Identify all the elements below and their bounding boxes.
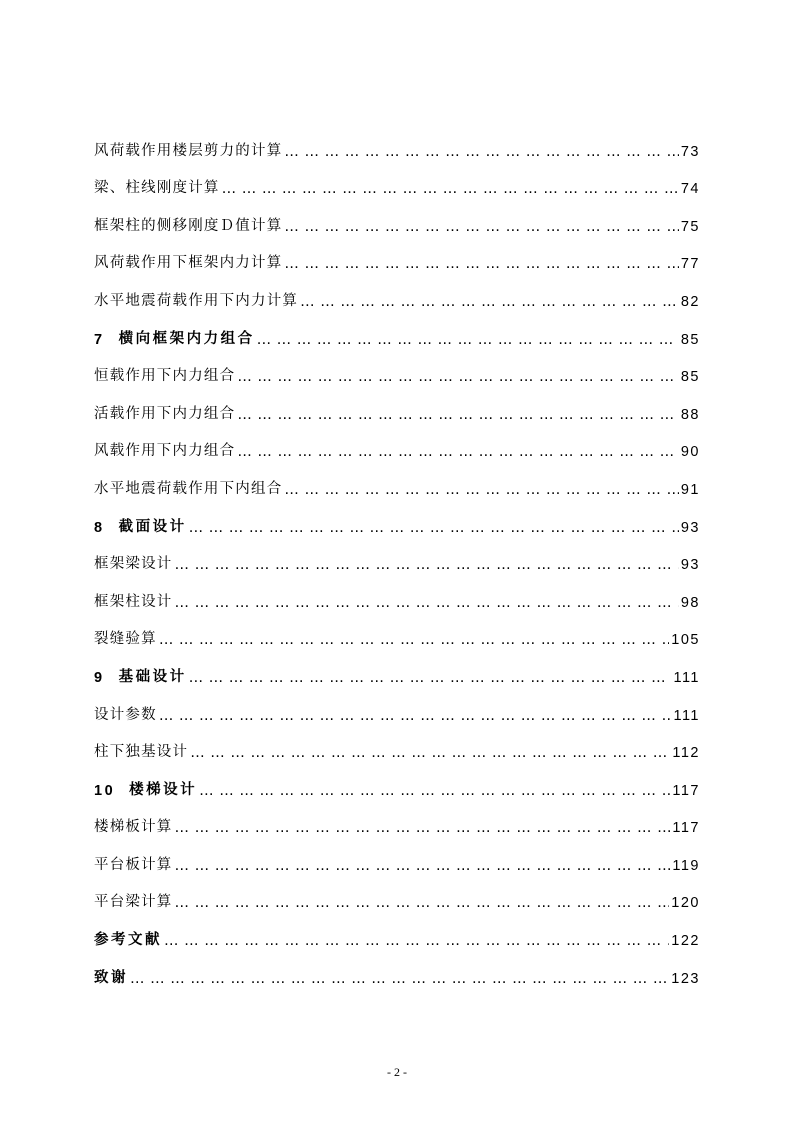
toc-entry-title: 水平地震荷载作用下内组合 xyxy=(94,480,283,497)
toc-dot-leader xyxy=(189,520,679,536)
toc-dot-leader xyxy=(284,256,678,272)
toc-dot-leader xyxy=(190,745,670,761)
toc-entry[interactable] xyxy=(94,724,700,762)
toc-entry-title: 楼梯板计算 xyxy=(94,819,173,836)
toc-dot-leader xyxy=(175,557,679,573)
toc-dot-leader xyxy=(189,670,672,686)
toc-entry-title: 恒载作用下内力组合 xyxy=(94,368,236,385)
toc-page-number: 90 xyxy=(680,444,700,461)
toc-entry-title: 柱下独基设计 xyxy=(94,744,189,761)
toc-section-heading[interactable] xyxy=(94,648,700,686)
toc-dot-leader xyxy=(175,895,670,911)
toc-entry[interactable] xyxy=(94,235,700,273)
toc-dot-leader xyxy=(284,144,678,160)
toc-entry[interactable] xyxy=(94,836,700,874)
toc-entry[interactable] xyxy=(94,385,700,423)
toc-section-heading[interactable] xyxy=(94,911,700,949)
toc-entry-title: 参考文献 xyxy=(94,932,162,949)
toc-entry-title: 风荷载作用下框架内力计算 xyxy=(94,255,283,272)
toc-dot-leader xyxy=(284,482,678,498)
page-number: - 2 - xyxy=(387,1065,407,1079)
toc-page-number: 93 xyxy=(680,557,700,574)
toc-page-number: 105 xyxy=(671,632,700,649)
toc-page-number: 117 xyxy=(672,782,700,799)
toc-entry[interactable] xyxy=(94,423,700,461)
toc-page-number: 117 xyxy=(672,820,700,837)
toc-dot-leader xyxy=(222,181,679,197)
toc-entry-title: 设计参数 xyxy=(94,706,157,723)
toc-entry-title: 平台梁计算 xyxy=(94,894,173,911)
toc-dot-leader xyxy=(257,332,679,348)
toc-dot-leader xyxy=(175,820,671,836)
toc-entry-title: 裂缝验算 xyxy=(94,631,157,648)
toc-entry-title: 框架梁设计 xyxy=(94,556,173,573)
toc-entry[interactable] xyxy=(94,160,700,198)
toc-entry[interactable] xyxy=(94,573,700,611)
toc-section-heading[interactable] xyxy=(94,761,700,799)
toc-section-heading[interactable] xyxy=(94,949,700,987)
toc-dot-leader xyxy=(237,369,679,385)
toc-entry-title: 框架柱设计 xyxy=(94,593,173,610)
toc-dot-leader xyxy=(159,708,672,724)
toc-entry[interactable] xyxy=(94,611,700,649)
toc-page-number: 88 xyxy=(680,406,700,423)
toc-entry-title: 截面设计 xyxy=(118,518,187,535)
toc-entry-title: 平台板计算 xyxy=(94,856,173,873)
toc-entry[interactable] xyxy=(94,197,700,235)
toc-entry-title: 梁、柱线刚度计算 xyxy=(94,180,220,197)
toc-entry[interactable] xyxy=(94,460,700,498)
toc-dot-leader xyxy=(175,858,671,874)
toc-dot-leader xyxy=(164,933,669,949)
toc-page-number: 111 xyxy=(673,669,700,686)
toc-page-number: 82 xyxy=(680,293,700,310)
toc-entry[interactable] xyxy=(94,348,700,386)
toc-entry[interactable] xyxy=(94,536,700,574)
toc-entry-title: 基础设计 xyxy=(118,668,187,685)
toc-dot-leader xyxy=(237,407,679,423)
toc-entry-title: 活载作用下内力组合 xyxy=(94,405,236,422)
toc-page-number: 73 xyxy=(680,143,700,160)
toc-entry[interactable] xyxy=(94,799,700,837)
toc-dot-leader xyxy=(130,971,669,987)
table-of-contents xyxy=(94,122,700,987)
toc-page-number: 77 xyxy=(680,256,700,273)
toc-page-number: 91 xyxy=(680,481,700,498)
toc-entry-title: 风载作用下内力组合 xyxy=(94,443,236,460)
toc-entry[interactable] xyxy=(94,272,700,310)
toc-page-number: 123 xyxy=(671,970,700,987)
toc-entry-title: 风荷载作用楼层剪力的计算 xyxy=(94,142,283,159)
toc-section-heading[interactable] xyxy=(94,310,700,348)
toc-section-number: 7 xyxy=(94,331,105,348)
toc-page-number: 85 xyxy=(680,331,700,348)
toc-dot-leader xyxy=(237,444,679,460)
toc-page-number: 120 xyxy=(671,895,700,912)
toc-page-number: 112 xyxy=(672,745,700,762)
toc-section-number: 8 xyxy=(94,519,105,536)
toc-entry[interactable] xyxy=(94,686,700,724)
toc-entry[interactable] xyxy=(94,122,700,160)
toc-dot-leader xyxy=(159,632,669,648)
toc-entry-title: 水平地震荷载作用下内力计算 xyxy=(94,292,299,309)
toc-page-number: 75 xyxy=(680,218,700,235)
toc-entry-title: 横向框架内力组合 xyxy=(118,330,255,347)
toc-page-number: 119 xyxy=(672,857,700,874)
toc-dot-leader xyxy=(300,294,679,310)
toc-entry-title: 楼梯设计 xyxy=(129,781,198,798)
toc-page-number: 74 xyxy=(680,181,700,198)
toc-page-number: 93 xyxy=(680,519,700,536)
toc-section-heading[interactable] xyxy=(94,498,700,536)
toc-entry[interactable] xyxy=(94,874,700,912)
toc-page-number: 98 xyxy=(680,594,700,611)
toc-page-number: 85 xyxy=(680,369,700,386)
toc-section-number: 10 xyxy=(94,782,116,799)
toc-entry-title: 致谢 xyxy=(94,969,128,986)
toc-entry-title: 框架柱的侧移刚度Ｄ值计算 xyxy=(94,217,283,234)
toc-page-number: 122 xyxy=(671,933,700,950)
toc-section-number: 9 xyxy=(94,669,105,686)
toc-dot-leader xyxy=(284,219,678,235)
toc-dot-leader xyxy=(199,783,670,799)
toc-page-number: 111 xyxy=(673,707,700,724)
toc-dot-leader xyxy=(175,595,679,611)
